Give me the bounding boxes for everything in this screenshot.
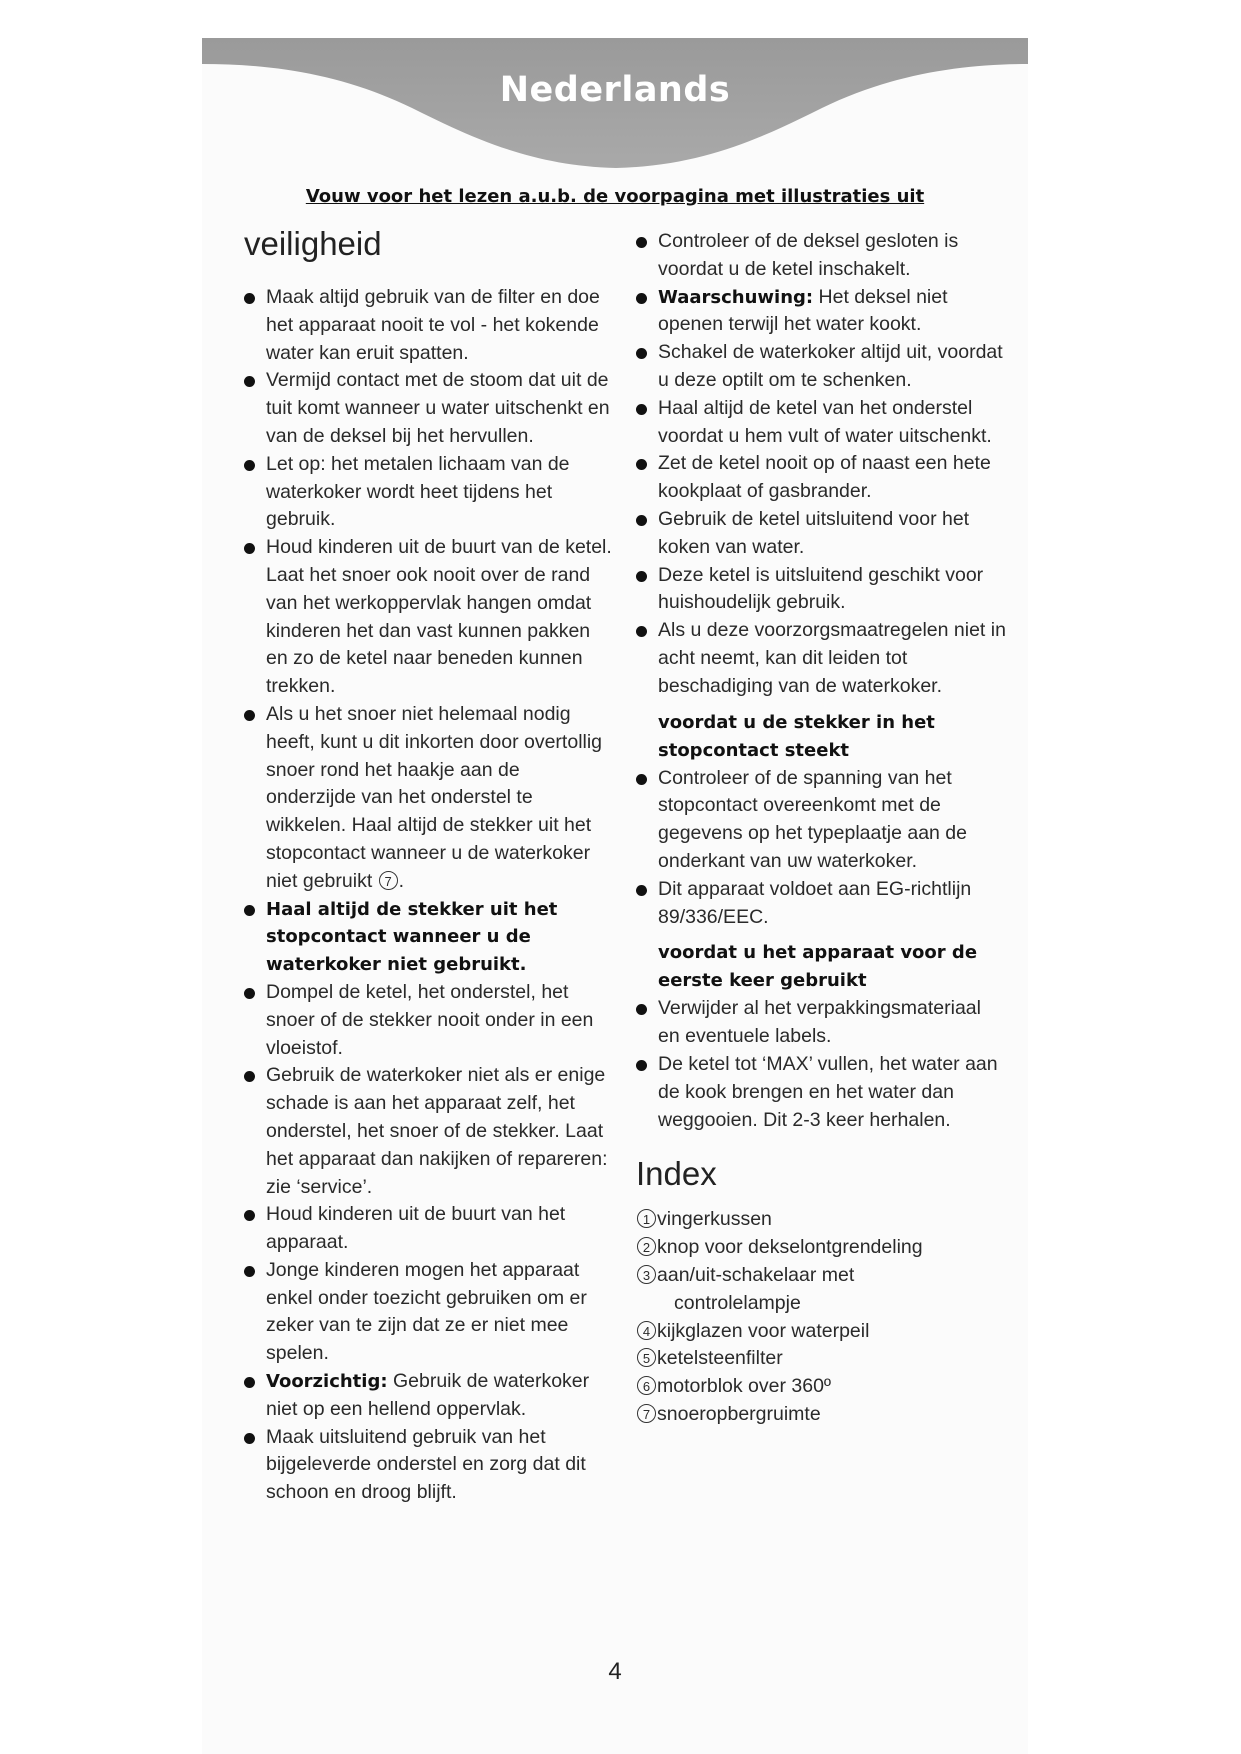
list-item: Gebruik de ketel uitsluitend voor het koken van water. bbox=[636, 506, 1006, 562]
first-use-list bbox=[636, 995, 1006, 1134]
bullet-icon bbox=[244, 710, 255, 721]
list-item: Haal altijd de stekker uit het stopcontact wanneer u de waterkoker niet gebruikt. bbox=[244, 896, 614, 979]
bullet-icon bbox=[244, 905, 255, 916]
index-item: 6 motorblok over 360º bbox=[636, 1373, 1006, 1401]
bullet-icon bbox=[636, 885, 647, 896]
fold-out-instruction: Vouw voor het lezen a.u.b. de voorpagina met illustraties uit bbox=[305, 186, 925, 207]
index-item: 2 knop voor dekselontgrendeling bbox=[636, 1234, 1006, 1262]
bullet-icon bbox=[244, 1433, 255, 1444]
list-item: Vermijd contact met de stoom dat uit de tuit komt wanneer u water uitschenkt en van de deksel bij het hervullen. bbox=[244, 367, 614, 450]
safety-list bbox=[244, 284, 614, 1507]
plug-list bbox=[636, 765, 1006, 932]
list-item: De ketel tot ‘MAX’ vullen, het water aan de kook brengen en het water dan weggooien. Dit 2-3 keer herhalen. bbox=[636, 1051, 1006, 1134]
bullet-icon bbox=[244, 543, 255, 554]
bullet-icon bbox=[244, 988, 255, 999]
safety-heading: veiligheid bbox=[244, 225, 382, 262]
bullet-icon bbox=[636, 348, 647, 359]
list-item: Jonge kinderen mogen het apparaat enkel onder toezicht gebruiken om er zeker van te zijn dat ze er niet mee spelen. bbox=[244, 1257, 614, 1368]
caution-label: Voorzichtig: bbox=[266, 1371, 388, 1393]
bullet-icon bbox=[244, 293, 255, 304]
list-item: Waarschuwing: Het deksel niet openen terwijl het water kookt. bbox=[636, 284, 1006, 340]
bullet-icon bbox=[636, 1060, 647, 1071]
bullet-icon bbox=[636, 293, 647, 304]
list-item: Verwijder al het verpakkingsmateriaal en eventuele labels. bbox=[636, 995, 1006, 1051]
bullet-icon bbox=[636, 404, 647, 415]
right-column bbox=[636, 228, 1006, 1429]
index-heading: Index bbox=[636, 1155, 717, 1193]
bullet-icon bbox=[636, 571, 647, 582]
list-item: Dompel de ketel, het onderstel, het snoer of de stekker nooit onder in een vloeistof. bbox=[244, 979, 614, 1062]
index-item: 4 kijkglazen voor waterpeil bbox=[636, 1318, 1006, 1346]
list-item: Controleer of de spanning van het stopcontact overeenkomt met de gegevens op het typeplaatje aan de onderkant van uw waterkoker. bbox=[636, 765, 1006, 876]
bullet-icon bbox=[636, 626, 647, 637]
cord-storage-ref: 7 bbox=[379, 871, 398, 890]
language-title: Nederlands bbox=[499, 70, 731, 110]
list-item: Als u deze voorzorgsmaatregelen niet in acht neemt, kan dit leiden tot beschadiging van de waterkoker. bbox=[636, 617, 1006, 700]
list-item: Zet de ketel nooit op of naast een hete kookplaat of gasbrander. bbox=[636, 450, 1006, 506]
index-item: 1 vingerkussen bbox=[636, 1206, 1006, 1234]
bullet-icon bbox=[636, 774, 647, 785]
first-use-section-heading: voordat u het apparaat voor de eerste keer gebruikt bbox=[658, 942, 978, 992]
bullet-icon bbox=[244, 1210, 255, 1221]
list-item: Als u het snoer niet helemaal nodig heeft, kunt u dit inkorten door overtollig snoer rond het haakje aan de onderzijde van het onderstel te wikkelen. Haal altijd de stekker uit het stopcontact wanneer u de waterkoker niet gebruikt 7 . bbox=[244, 701, 614, 896]
left-column bbox=[244, 224, 614, 1507]
index-item: 5 ketelsteenfilter bbox=[636, 1345, 1006, 1373]
bullet-icon bbox=[244, 1071, 255, 1082]
index-item: 7 snoeropbergruimte bbox=[636, 1401, 1006, 1429]
bullet-icon bbox=[636, 515, 647, 526]
list-item: Controleer of de deksel gesloten is voordat u de ketel inschakelt. bbox=[636, 228, 1006, 284]
bullet-icon bbox=[244, 460, 255, 471]
bullet-icon bbox=[636, 1004, 647, 1015]
bullet-icon bbox=[636, 237, 647, 248]
list-item: Schakel de waterkoker altijd uit, voordat u deze optilt om te schenken. bbox=[636, 339, 1006, 395]
list-item: Maak altijd gebruik van de filter en doe het apparaat nooit te vol - het kokende water kan eruit spatten. bbox=[244, 284, 614, 367]
safety-list-continued bbox=[636, 228, 1006, 701]
index-list bbox=[636, 1206, 1006, 1428]
list-item: Houd kinderen uit de buurt van de ketel. Laat het snoer ook nooit over de rand van het werkoppervlak hangen omdat kinderen het dan vast kunnen pakken en zo de ketel naar beneden kunnen trekken. bbox=[244, 534, 614, 701]
bullet-icon bbox=[636, 459, 647, 470]
bullet-icon bbox=[244, 1266, 255, 1277]
list-item: Houd kinderen uit de buurt van het apparaat. bbox=[244, 1201, 614, 1257]
list-item: Let op: het metalen lichaam van de waterkoker wordt heet tijdens het gebruik. bbox=[244, 451, 614, 534]
list-item: Maak uitsluitend gebruik van het bijgeleverde onderstel en zorg dat dit schoon en droog blijft. bbox=[244, 1424, 614, 1507]
list-item: Deze ketel is uitsluitend geschikt voor huishoudelijk gebruik. bbox=[636, 562, 1006, 618]
page-number: 4 bbox=[608, 1658, 622, 1685]
bullet-icon bbox=[244, 376, 255, 387]
index-item: 3 aan/uit-schakelaar met controlelampje bbox=[636, 1262, 1006, 1318]
list-item: Dit apparaat voldoet aan EG-richtlijn 89/336/EEC. bbox=[636, 876, 1006, 932]
list-item: Gebruik de waterkoker niet als er enige schade is aan het apparaat zelf, het onderstel, het snoer of de stekker. Laat het apparaat dan nakijken of repareren: zie ‘service’. bbox=[244, 1062, 614, 1201]
list-item: Voorzichtig: Gebruik de waterkoker niet op een hellend oppervlak. bbox=[244, 1368, 614, 1424]
list-item: Haal altijd de ketel van het onderstel voordat u hem vult of water uitschenkt. bbox=[636, 395, 1006, 451]
bullet-icon bbox=[244, 1377, 255, 1388]
plug-section-heading: voordat u de stekker in het stopcontact steekt bbox=[658, 711, 935, 761]
warning-label: Waarschuwing: bbox=[658, 286, 814, 308]
